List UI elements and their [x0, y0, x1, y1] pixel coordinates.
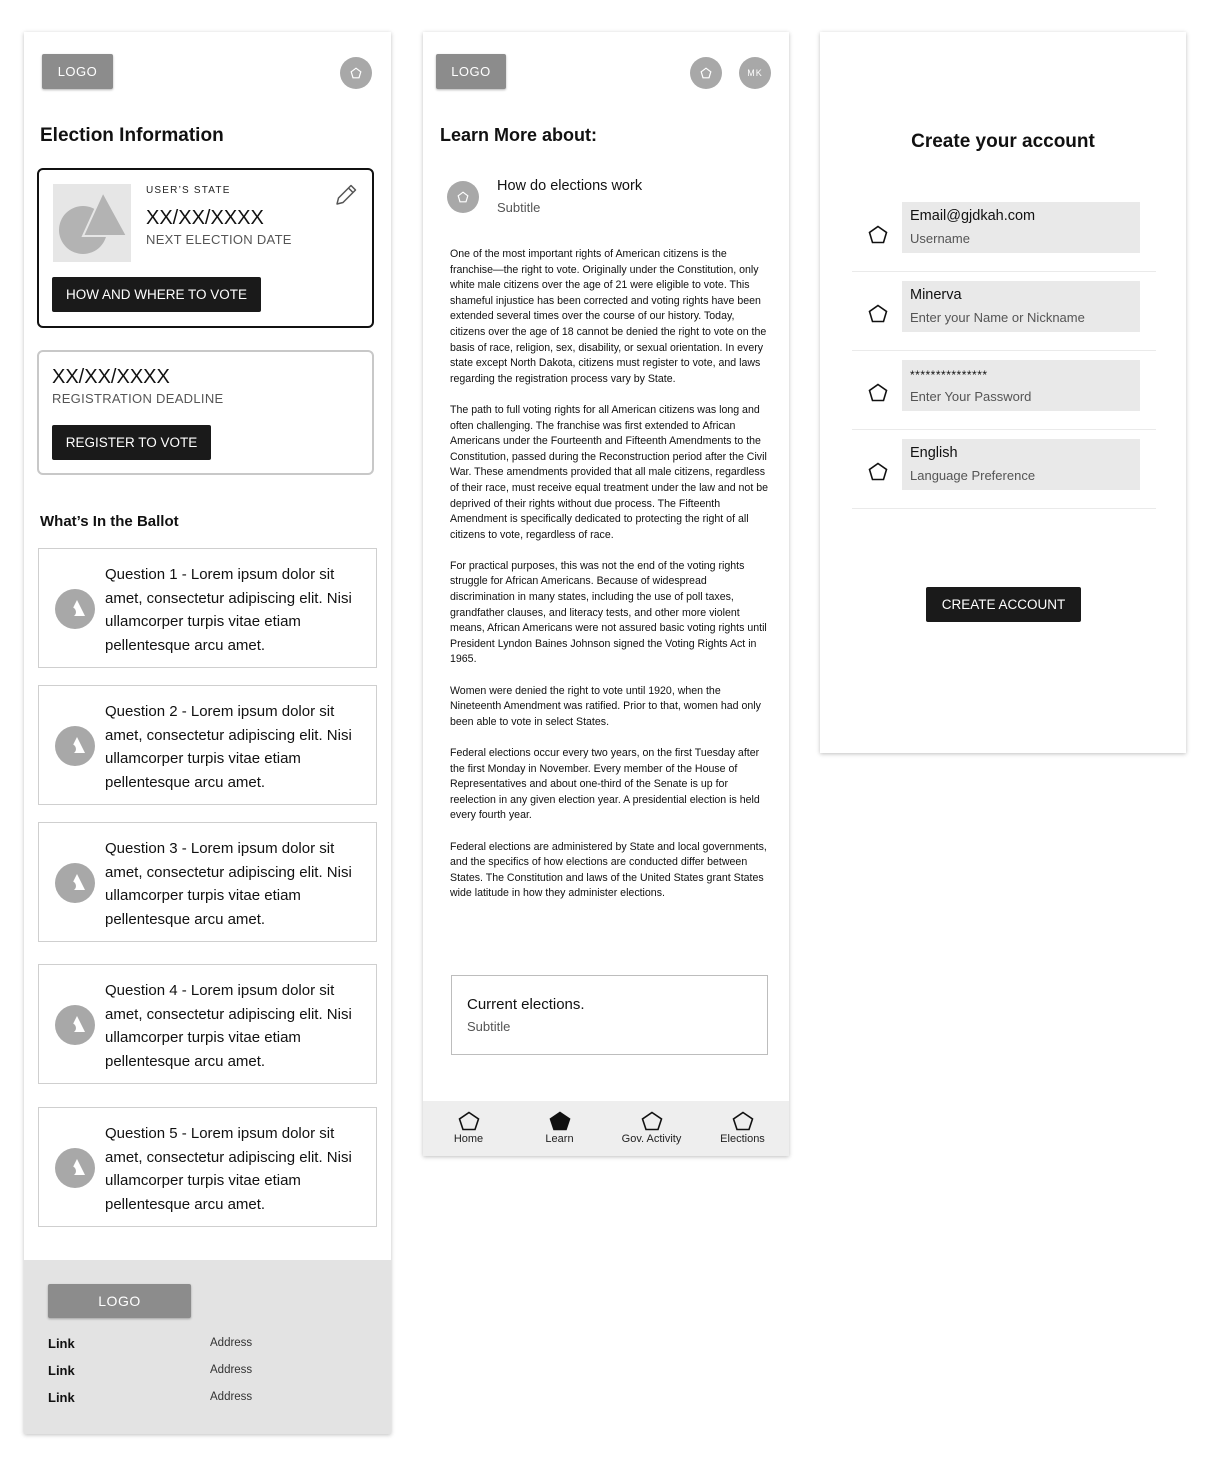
question-text: Question 4 - Lorem ipsum dolor sit amet, consectetur adipiscing elit. Nisi ullamcorper turpis vitae etiam pellentesque arcu amet.	[105, 982, 352, 1070]
ballot-question-card[interactable]	[38, 548, 377, 668]
ballot-question-card[interactable]	[38, 685, 377, 805]
card-title: Current elections.	[467, 996, 585, 1013]
article-paragraph: Women were denied the right to vote until 1920, when the Nineteenth Amendment was ratified. Prior to that, women had only been able to vote in select States.	[450, 684, 761, 728]
article-paragraph: Federal elections are administered by State and local governments, and the specifics of how elections are conducted differ between States. The Constitution and laws of the United States grant States wide latitude in how they administer elections.	[450, 840, 767, 900]
question-icon	[55, 863, 95, 903]
footer-link[interactable]: Link	[48, 1390, 75, 1405]
nav-label: Home	[453, 1133, 484, 1145]
topic-subtitle: Subtitle	[497, 200, 541, 215]
question-icon	[55, 726, 95, 766]
password-row	[852, 350, 1156, 430]
nav-label: Learn	[545, 1133, 574, 1145]
image-icon	[53, 184, 131, 262]
page-title: Election Information	[40, 125, 224, 146]
footer-link[interactable]: Link	[48, 1363, 75, 1378]
election-date-label: NEXT ELECTION DATE	[146, 232, 292, 247]
create-account-screen	[820, 32, 1186, 753]
footer	[24, 1260, 391, 1434]
ballot-question-card[interactable]	[38, 822, 377, 942]
topic-title: How do elections work	[497, 178, 643, 194]
create-account-button[interactable]: CREATE ACCOUNT	[926, 587, 1081, 622]
registration-card	[37, 350, 374, 475]
current-elections-card[interactable]	[451, 975, 768, 1055]
article-paragraph: For practical purposes, this was not the end of the voting rights struggle for African Americans. Because of widespread discrimination in many states, including the use of poll taxes, grandfather clauses, and literacy tests, and other more violent means, African Americans were not assured basic voting rights until President Lyndon Baines Johnson signed the Voting Rights Act in 1965.	[450, 559, 767, 666]
name-row	[852, 271, 1156, 351]
language-row	[852, 429, 1156, 509]
article-paragraph: The path to full voting rights for all American citizens was long and often challenging. The franchise was first extended to African Americans under the Fourteenth and Fifteenth Amendments to the Constitution, passed during the Reconstruction period after the Civil War. These amendments provided that all male citizens, regardless of their race, must receive equal treatment under the law and not be deprived of their rights without due process. The Fifteenth Amendment is specifically dedicated to protecting the right of all citizens to vote, regardless of race.	[450, 403, 768, 541]
field-icon	[868, 304, 888, 328]
ballot-section-title: What’s In the Ballot	[40, 513, 179, 530]
election-info-screen	[24, 32, 391, 1434]
nav-label: Elections	[720, 1133, 765, 1145]
edit-pencil-icon[interactable]	[333, 182, 359, 213]
registration-date-label: REGISTRATION DEADLINE	[52, 391, 224, 406]
state-label: USER’S STATE	[146, 185, 231, 196]
footer-address: Address	[210, 1391, 253, 1403]
field-icon	[868, 225, 888, 249]
article-paragraph: One of the most important rights of American citizens is the franchise—the right to vote. Originally under the Constitution, only white male citizens over the age of 21 were eligible to vote. This shameful injustice has been corrected and voting rights have been extended several times over the course of our history. Today, citizens over the age of 18 cannot be denied the right to vote on the basis of race, religion, sex, disability, or sexual orientation. In every state except North Dakota, citizens must register to vote, and laws regarding the registration process vary by State.	[450, 248, 767, 385]
field-placeholder: Language Preference	[910, 468, 1036, 483]
ballot-question-card[interactable]	[38, 1107, 377, 1227]
header-logo[interactable]: LOGO	[436, 54, 506, 89]
question-icon	[55, 1148, 95, 1188]
nav-elections[interactable]	[697, 1101, 788, 1156]
nav-label: Gov. Activity	[621, 1133, 682, 1145]
field-icon	[868, 462, 888, 486]
avatar[interactable]: MK	[739, 57, 771, 89]
gov-activity-icon	[641, 1111, 663, 1131]
register-to-vote-button[interactable]: REGISTER TO VOTE	[52, 425, 211, 460]
field-placeholder: Username	[910, 231, 970, 246]
bottom-nav	[423, 1101, 789, 1156]
question-text: Question 2 - Lorem ipsum dolor sit amet, consectetur adipiscing elit. Nisi ullamcorper turpis vitae etiam pellentesque arcu amet.	[105, 703, 352, 791]
elections-icon	[732, 1111, 754, 1131]
card-subtitle: Subtitle	[467, 1019, 511, 1034]
learn-icon	[549, 1111, 571, 1131]
topic-icon	[447, 181, 479, 213]
image-placeholder	[53, 184, 131, 262]
field-value: Minerva	[910, 287, 962, 303]
field-icon	[868, 383, 888, 407]
field-value: Email@gjdkah.com	[910, 208, 1036, 224]
notification-icon[interactable]	[690, 57, 722, 89]
field-placeholder: Enter your Name or Nickname	[910, 310, 1085, 325]
article-body	[450, 247, 770, 918]
page-title: Create your account	[911, 131, 1095, 152]
footer-address: Address	[210, 1364, 253, 1376]
article-paragraph: Federal elections occur every two years, on the first Tuesday after the first Monday in November. Every member of the House of Representatives and about one-third of the Senate is up for reelection in any given election year. A presidential election is held every fourth year.	[450, 747, 760, 822]
home-icon	[458, 1111, 480, 1131]
question-icon	[55, 589, 95, 629]
page-title: Learn More about:	[440, 125, 598, 145]
nav-home[interactable]	[423, 1101, 514, 1156]
registration-date: XX/XX/XXXX	[52, 366, 170, 388]
language-field[interactable]	[902, 439, 1140, 490]
footer-address: Address	[210, 1337, 253, 1349]
field-placeholder: Enter Your Password	[910, 389, 1032, 404]
election-date: XX/XX/XXXX	[146, 207, 264, 229]
nav-learn[interactable]	[514, 1101, 605, 1156]
name-field[interactable]	[902, 281, 1140, 332]
username-field[interactable]	[902, 202, 1140, 253]
question-text: Question 5 - Lorem ipsum dolor sit amet, consectetur adipiscing elit. Nisi ullamcorper turpis vitae etiam pellentesque arcu amet.	[105, 1125, 352, 1213]
question-text: Question 3 - Lorem ipsum dolor sit amet, consectetur adipiscing elit. Nisi ullamcorper turpis vitae etiam pellentesque arcu amet.	[105, 840, 352, 928]
learn-more-screen	[423, 32, 789, 1156]
footer-logo[interactable]: LOGO	[48, 1284, 191, 1318]
ballot-question-card[interactable]	[38, 964, 377, 1084]
header-logo[interactable]: LOGO	[42, 54, 113, 89]
question-text: Question 1 - Lorem ipsum dolor sit amet, consectetur adipiscing elit. Nisi ullamcorper turpis vitae etiam pellentesque arcu amet.	[105, 566, 352, 654]
username-row	[852, 192, 1156, 272]
field-value: ***************	[910, 368, 988, 382]
how-where-vote-button[interactable]: HOW AND WHERE TO VOTE	[52, 277, 261, 312]
question-icon	[55, 1005, 95, 1045]
password-field[interactable]	[902, 360, 1140, 411]
footer-link[interactable]: Link	[48, 1336, 75, 1351]
profile-icon[interactable]	[340, 57, 372, 89]
nav-gov-activity[interactable]	[606, 1101, 697, 1156]
field-value: English	[910, 445, 958, 461]
next-election-card	[37, 168, 374, 328]
